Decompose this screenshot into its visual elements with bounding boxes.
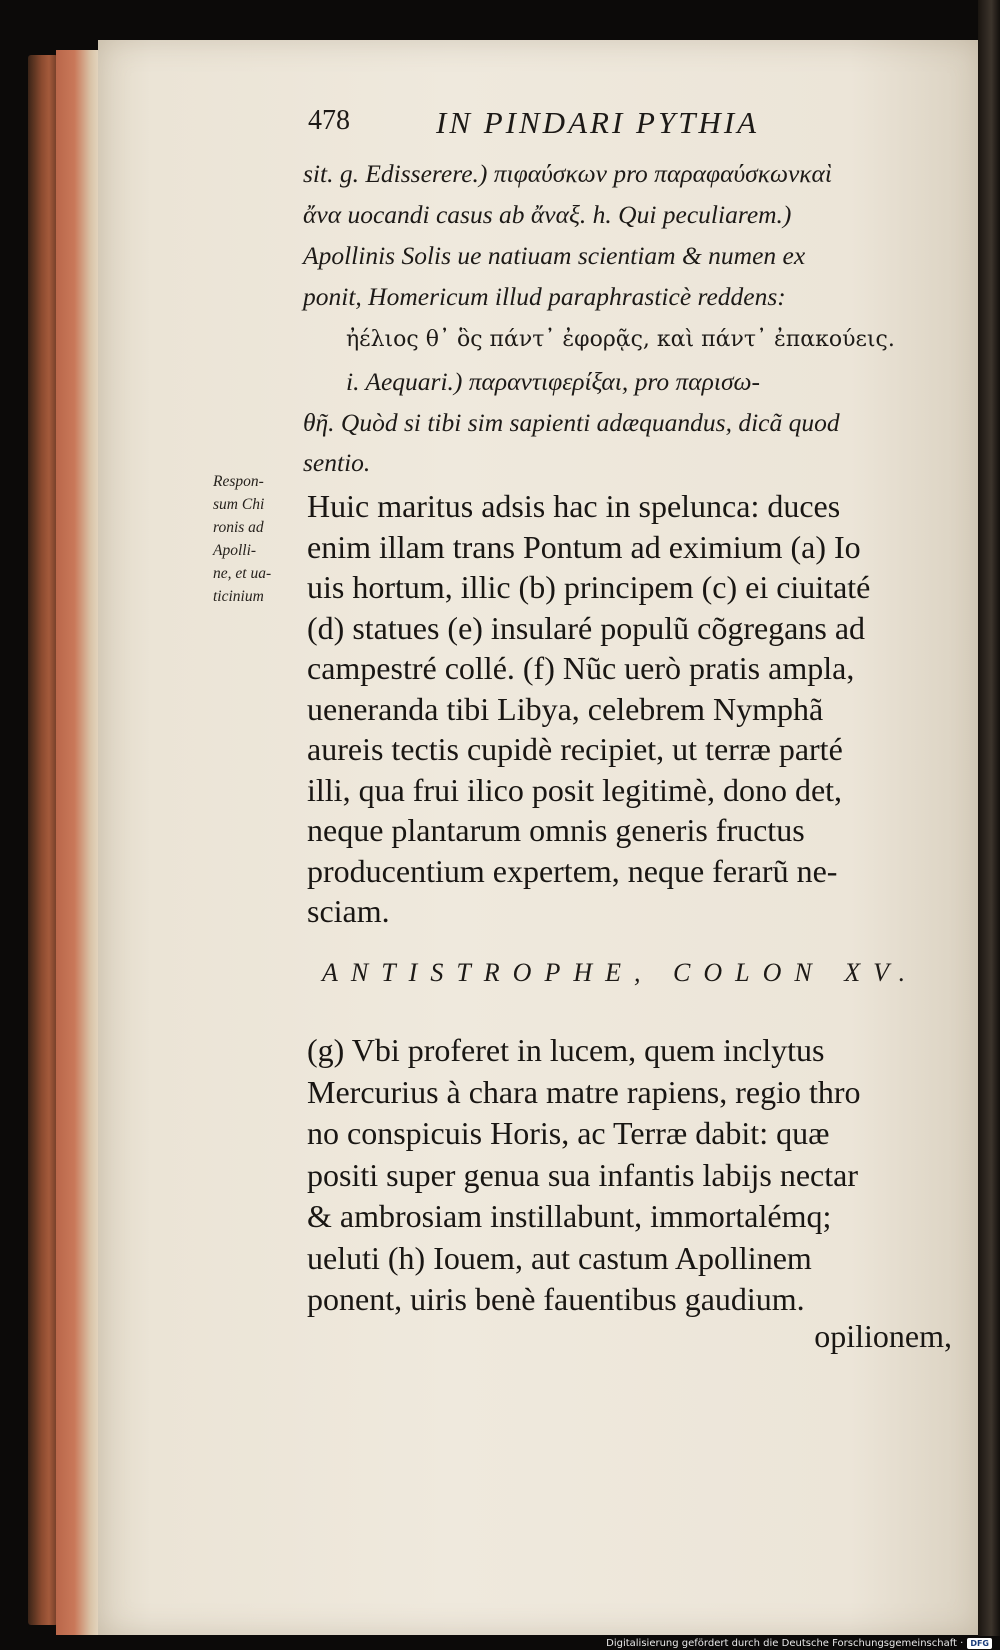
book-edge-shadow bbox=[28, 55, 58, 1625]
text-line: (d) statues (e) insularé populũ cõgregans ad bbox=[307, 609, 866, 646]
text-line: campestré collé. (f) Nũc uerò pratis ampla, bbox=[307, 650, 855, 686]
text-line: no conspicuis Horis, ac Terræ dabit: quæ bbox=[307, 1115, 830, 1151]
text-line: aureis tectis cupidè recipiet, ut terræ parté bbox=[307, 731, 843, 767]
running-head: IN PINDARI PYTHIA bbox=[436, 105, 760, 140]
margin-note-line: Apolli- bbox=[213, 542, 257, 559]
note-line: ponit, Homericum illud paraphrasticè reddens: bbox=[303, 282, 786, 311]
page-header bbox=[308, 105, 883, 145]
margin-note bbox=[213, 470, 298, 608]
note-line: ἄνα uocandi casus ab ἄναξ. h. Qui peculiarem.) bbox=[303, 200, 792, 229]
text-line: illi, qua frui ilico posit legitimè, dono det, bbox=[307, 771, 843, 808]
funding-text: Digitalisierung gefördert durch die Deutsche Forschungsgemeinschaft · bbox=[606, 1637, 964, 1649]
text-line: ponent, uiris benè fauentibus gaudium. bbox=[307, 1281, 805, 1317]
text-line: Mercurius à chara matre rapiens, regio thro bbox=[307, 1073, 861, 1110]
note-line: θῆ. Quòd si tibi sim sapienti adæquandus, dicã quod bbox=[303, 408, 840, 437]
text-line: positi super genua sua infantis labijs nectar bbox=[307, 1156, 858, 1193]
note-line: sit. g. Edisserere.) πιφαύσκων pro παραφαύσκωνκαὶ bbox=[303, 159, 833, 188]
margin-note-line: Respon- bbox=[213, 473, 264, 490]
margin-note-line: ticinium bbox=[213, 588, 264, 605]
text-line: ueneranda tibi Libya, celebrem Nymphã bbox=[307, 690, 824, 727]
text-line: uis hortum, illic (b) principem (c) ei ciuitaté bbox=[307, 569, 871, 605]
text-line: & ambrosiam instillabunt, immortalémq; bbox=[307, 1198, 832, 1234]
note-line: sentio. bbox=[303, 448, 371, 477]
note-greek-verse: ἠέλιος θ᾽ ὃς πάντ᾽ ἐφορᾷς, καὶ πάντ᾽ ἐπακούεις. bbox=[346, 327, 895, 352]
dfg-logo: DFG bbox=[967, 1638, 992, 1649]
text-line: neque plantarum omnis generis fructus bbox=[307, 812, 805, 848]
text-line: (g) Vbi proferet in lucem, quem inclytus bbox=[307, 1032, 825, 1068]
margin-note-line: ronis ad bbox=[213, 519, 264, 536]
funding-footer bbox=[606, 1636, 992, 1650]
section-heading: ANTISTROPHE, COLON XV. bbox=[322, 958, 919, 987]
page-number: 478 bbox=[308, 105, 350, 136]
text-line: ueluti (h) Iouem, aut castum Apollinem bbox=[307, 1239, 812, 1276]
book-spine bbox=[978, 0, 1000, 1650]
margin-note-line: sum Chi bbox=[213, 496, 265, 513]
main-text-block-2 bbox=[307, 1030, 861, 1321]
book-page-edge bbox=[56, 50, 102, 1635]
text-line: producentium expertem, neque ferarũ ne- bbox=[307, 852, 838, 889]
note-line: Apollinis Solis ue natiuam scientiam & numen ex bbox=[303, 241, 806, 270]
text-line: sciam. bbox=[307, 893, 390, 929]
note-line: i. Aequari.) παραντιφερίξαι, pro παρισω- bbox=[346, 367, 761, 396]
text-line: enim illam trans Pontum ad eximium (a) Io bbox=[307, 528, 861, 565]
text-line: Huic maritus adsis hac in spelunca: duces bbox=[307, 488, 841, 524]
margin-note-line: ne, et ua- bbox=[213, 565, 272, 582]
main-text-block bbox=[307, 486, 870, 932]
catchword: opilionem, bbox=[814, 1318, 952, 1354]
